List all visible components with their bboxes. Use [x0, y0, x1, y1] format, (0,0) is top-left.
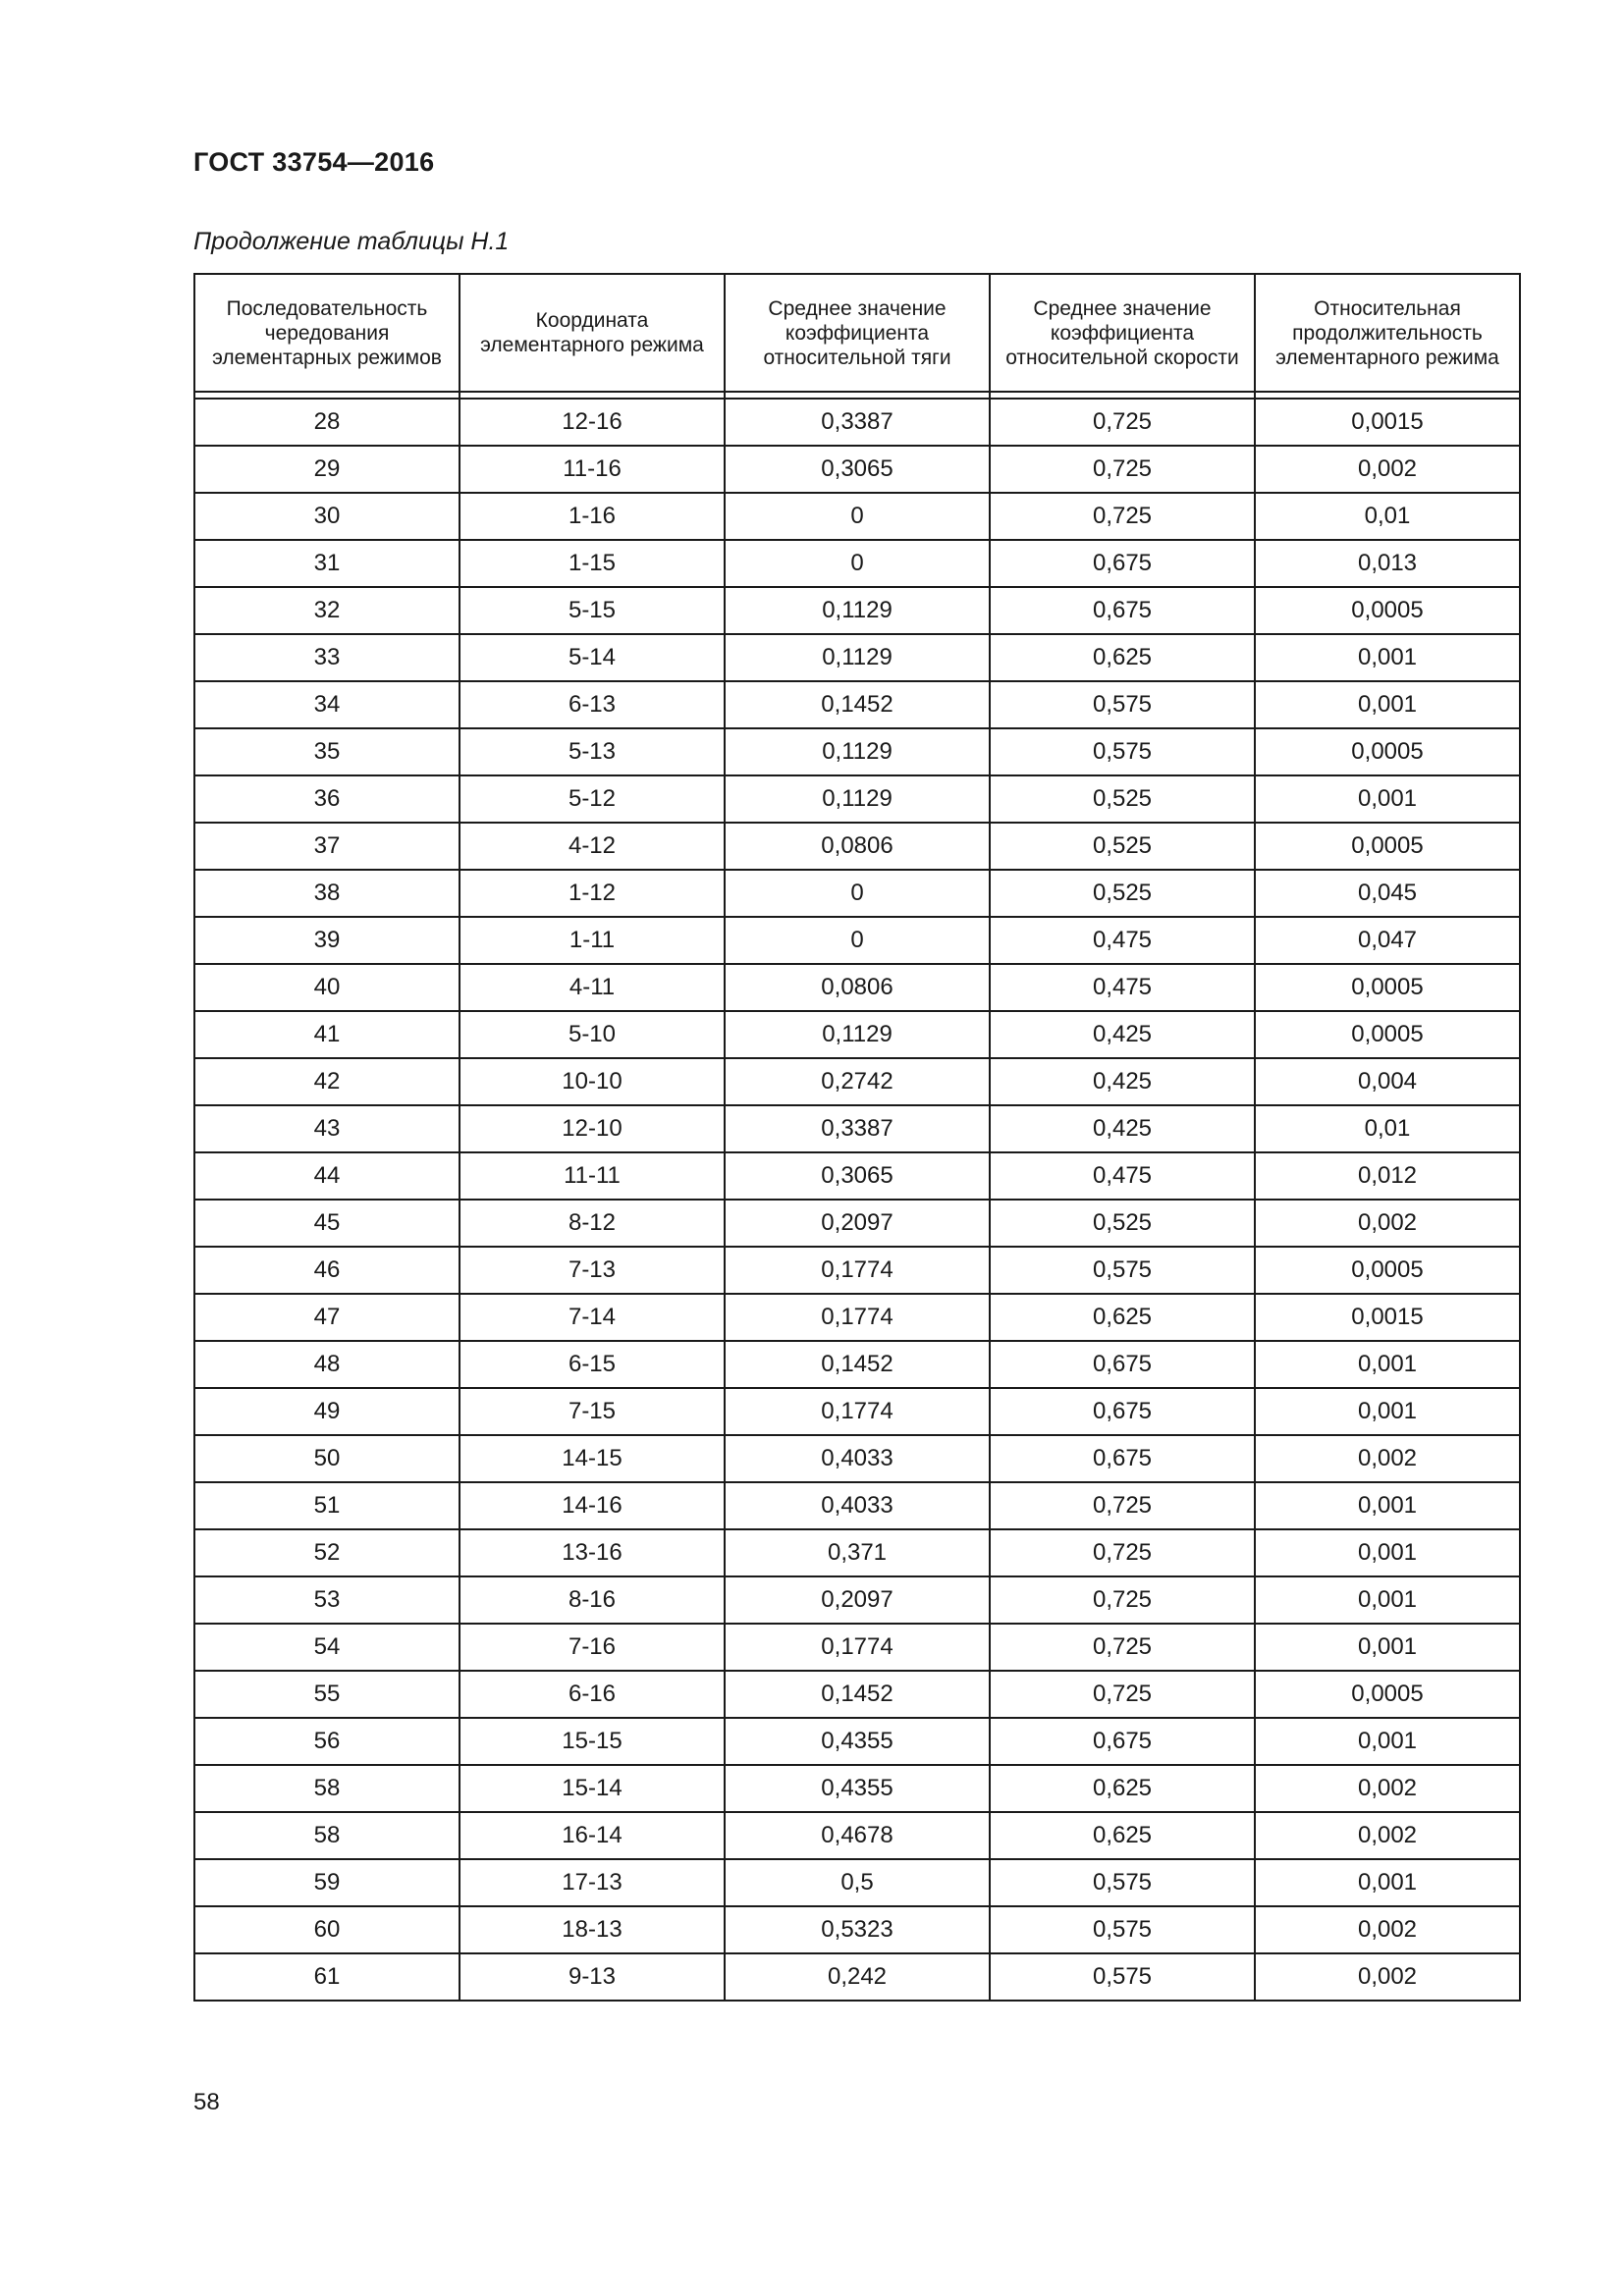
table-row [194, 1105, 1520, 1152]
cell-speed: 0,625 [990, 634, 1255, 681]
cell-sequence: 34 [194, 681, 460, 728]
cell-coordinate: 14-15 [460, 1435, 725, 1482]
cell-thrust: 0 [725, 917, 990, 964]
table-row [194, 1624, 1520, 1671]
cell-coordinate: 5-12 [460, 775, 725, 823]
cell-sequence: 30 [194, 493, 460, 540]
cell-coordinate: 5-14 [460, 634, 725, 681]
cell-duration: 0,001 [1255, 1482, 1520, 1529]
table-header [194, 274, 1520, 399]
cell-duration: 0,002 [1255, 1953, 1520, 2001]
cell-speed: 0,575 [990, 681, 1255, 728]
table-row [194, 964, 1520, 1011]
cell-thrust: 0,3065 [725, 1152, 990, 1200]
cell-speed: 0,725 [990, 1482, 1255, 1529]
column-header-thrust: Среднее значение коэффициента относительной тяги [725, 274, 990, 392]
cell-coordinate: 6-16 [460, 1671, 725, 1718]
cell-speed: 0,675 [990, 1341, 1255, 1388]
cell-sequence: 59 [194, 1859, 460, 1906]
cell-speed: 0,725 [990, 1529, 1255, 1576]
table-row [194, 1671, 1520, 1718]
cell-duration: 0,001 [1255, 775, 1520, 823]
cell-speed: 0,525 [990, 775, 1255, 823]
table-row [194, 1247, 1520, 1294]
cell-thrust: 0,1774 [725, 1388, 990, 1435]
cell-speed: 0,575 [990, 1247, 1255, 1294]
cell-thrust: 0,5 [725, 1859, 990, 1906]
cell-duration: 0,002 [1255, 1200, 1520, 1247]
separator-cell [194, 392, 460, 399]
cell-coordinate: 12-16 [460, 399, 725, 446]
table-row [194, 446, 1520, 493]
cell-duration: 0,001 [1255, 1859, 1520, 1906]
table-row [194, 1435, 1520, 1482]
cell-speed: 0,525 [990, 1200, 1255, 1247]
cell-coordinate: 9-13 [460, 1953, 725, 2001]
table-row [194, 1294, 1520, 1341]
cell-speed: 0,725 [990, 1576, 1255, 1624]
cell-speed: 0,725 [990, 399, 1255, 446]
table-row [194, 1058, 1520, 1105]
table-row [194, 1953, 1520, 2001]
data-table [193, 273, 1521, 2002]
cell-coordinate: 1-11 [460, 917, 725, 964]
cell-thrust: 0,1774 [725, 1247, 990, 1294]
cell-thrust: 0,1452 [725, 681, 990, 728]
document-code: ГОСТ 33754—2016 [193, 147, 435, 177]
cell-speed: 0,575 [990, 1859, 1255, 1906]
cell-speed: 0,475 [990, 1152, 1255, 1200]
cell-thrust: 0,242 [725, 1953, 990, 2001]
header-separator [194, 392, 1520, 399]
cell-duration: 0,01 [1255, 493, 1520, 540]
cell-duration: 0,012 [1255, 1152, 1520, 1200]
cell-speed: 0,725 [990, 493, 1255, 540]
header-row [194, 274, 1520, 392]
cell-thrust: 0,371 [725, 1529, 990, 1576]
column-header-speed: Среднее значение коэффициента относительной скорости [990, 274, 1255, 392]
cell-sequence: 61 [194, 1953, 460, 2001]
cell-coordinate: 10-10 [460, 1058, 725, 1105]
cell-sequence: 32 [194, 587, 460, 634]
cell-speed: 0,725 [990, 446, 1255, 493]
table-row [194, 1576, 1520, 1624]
cell-speed: 0,575 [990, 1906, 1255, 1953]
table-row [194, 1388, 1520, 1435]
separator-cell [460, 392, 725, 399]
cell-duration: 0,001 [1255, 1624, 1520, 1671]
cell-coordinate: 1-15 [460, 540, 725, 587]
table-row [194, 1200, 1520, 1247]
cell-speed: 0,475 [990, 964, 1255, 1011]
table-row [194, 1812, 1520, 1859]
cell-thrust: 0,2742 [725, 1058, 990, 1105]
cell-duration: 0,01 [1255, 1105, 1520, 1152]
cell-speed: 0,675 [990, 1388, 1255, 1435]
cell-thrust: 0,2097 [725, 1576, 990, 1624]
cell-sequence: 48 [194, 1341, 460, 1388]
cell-coordinate: 8-12 [460, 1200, 725, 1247]
cell-thrust: 0,0806 [725, 964, 990, 1011]
cell-duration: 0,047 [1255, 917, 1520, 964]
cell-duration: 0,0005 [1255, 1671, 1520, 1718]
cell-sequence: 45 [194, 1200, 460, 1247]
cell-coordinate: 14-16 [460, 1482, 725, 1529]
cell-thrust: 0,5323 [725, 1906, 990, 1953]
cell-sequence: 29 [194, 446, 460, 493]
cell-sequence: 35 [194, 728, 460, 775]
cell-speed: 0,475 [990, 917, 1255, 964]
cell-speed: 0,425 [990, 1105, 1255, 1152]
cell-thrust: 0 [725, 540, 990, 587]
cell-coordinate: 7-16 [460, 1624, 725, 1671]
cell-coordinate: 11-16 [460, 446, 725, 493]
table-row [194, 540, 1520, 587]
cell-coordinate: 7-13 [460, 1247, 725, 1294]
cell-thrust: 0,4033 [725, 1482, 990, 1529]
cell-sequence: 42 [194, 1058, 460, 1105]
table-body [194, 399, 1520, 2001]
cell-sequence: 60 [194, 1906, 460, 1953]
cell-coordinate: 5-13 [460, 728, 725, 775]
cell-sequence: 52 [194, 1529, 460, 1576]
cell-coordinate: 8-16 [460, 1576, 725, 1624]
cell-duration: 0,001 [1255, 1529, 1520, 1576]
cell-speed: 0,725 [990, 1624, 1255, 1671]
cell-speed: 0,675 [990, 1718, 1255, 1765]
cell-duration: 0,001 [1255, 1388, 1520, 1435]
table-row [194, 917, 1520, 964]
table-row [194, 634, 1520, 681]
table-row [194, 493, 1520, 540]
cell-sequence: 50 [194, 1435, 460, 1482]
cell-thrust: 0,3387 [725, 1105, 990, 1152]
cell-coordinate: 18-13 [460, 1906, 725, 1953]
cell-speed: 0,625 [990, 1765, 1255, 1812]
cell-coordinate: 6-13 [460, 681, 725, 728]
cell-duration: 0,0005 [1255, 1247, 1520, 1294]
cell-speed: 0,425 [990, 1011, 1255, 1058]
cell-sequence: 38 [194, 870, 460, 917]
cell-thrust: 0,2097 [725, 1200, 990, 1247]
table-row [194, 1765, 1520, 1812]
cell-coordinate: 4-11 [460, 964, 725, 1011]
cell-thrust: 0,1129 [725, 728, 990, 775]
cell-thrust: 0,1452 [725, 1671, 990, 1718]
cell-speed: 0,425 [990, 1058, 1255, 1105]
cell-coordinate: 13-16 [460, 1529, 725, 1576]
table-row [194, 1341, 1520, 1388]
cell-duration: 0,001 [1255, 1576, 1520, 1624]
cell-duration: 0,002 [1255, 446, 1520, 493]
cell-thrust: 0,0806 [725, 823, 990, 870]
cell-coordinate: 6-15 [460, 1341, 725, 1388]
table-row [194, 1718, 1520, 1765]
cell-duration: 0,001 [1255, 681, 1520, 728]
table-row [194, 681, 1520, 728]
cell-thrust: 0,4678 [725, 1812, 990, 1859]
cell-duration: 0,002 [1255, 1435, 1520, 1482]
column-header-sequence: Последовательность чередования элементарных режимов [194, 274, 460, 392]
cell-thrust: 0,1774 [725, 1624, 990, 1671]
cell-speed: 0,675 [990, 1435, 1255, 1482]
cell-sequence: 31 [194, 540, 460, 587]
cell-sequence: 43 [194, 1105, 460, 1152]
table-row [194, 1482, 1520, 1529]
table-row [194, 399, 1520, 446]
cell-duration: 0,004 [1255, 1058, 1520, 1105]
column-header-coordinate: Координата элементарного режима [460, 274, 725, 392]
cell-duration: 0,0015 [1255, 399, 1520, 446]
cell-thrust: 0,1129 [725, 1011, 990, 1058]
cell-speed: 0,525 [990, 823, 1255, 870]
cell-coordinate: 1-12 [460, 870, 725, 917]
table-row [194, 823, 1520, 870]
cell-thrust: 0,1452 [725, 1341, 990, 1388]
cell-sequence: 58 [194, 1765, 460, 1812]
cell-coordinate: 7-15 [460, 1388, 725, 1435]
cell-speed: 0,625 [990, 1812, 1255, 1859]
cell-coordinate: 5-10 [460, 1011, 725, 1058]
cell-duration: 0,001 [1255, 1718, 1520, 1765]
cell-speed: 0,725 [990, 1671, 1255, 1718]
cell-sequence: 58 [194, 1812, 460, 1859]
separator-cell [990, 392, 1255, 399]
cell-thrust: 0,1774 [725, 1294, 990, 1341]
cell-speed: 0,675 [990, 587, 1255, 634]
cell-coordinate: 7-14 [460, 1294, 725, 1341]
cell-duration: 0,045 [1255, 870, 1520, 917]
cell-sequence: 44 [194, 1152, 460, 1200]
cell-sequence: 37 [194, 823, 460, 870]
cell-thrust: 0,1129 [725, 587, 990, 634]
separator-cell [725, 392, 990, 399]
cell-duration: 0,002 [1255, 1812, 1520, 1859]
cell-duration: 0,002 [1255, 1906, 1520, 1953]
table-row [194, 587, 1520, 634]
cell-thrust: 0,3387 [725, 399, 990, 446]
cell-sequence: 49 [194, 1388, 460, 1435]
cell-speed: 0,575 [990, 728, 1255, 775]
cell-coordinate: 15-15 [460, 1718, 725, 1765]
cell-sequence: 41 [194, 1011, 460, 1058]
cell-coordinate: 1-16 [460, 493, 725, 540]
cell-coordinate: 5-15 [460, 587, 725, 634]
cell-sequence: 40 [194, 964, 460, 1011]
cell-sequence: 39 [194, 917, 460, 964]
cell-thrust: 0,4355 [725, 1718, 990, 1765]
table-row [194, 775, 1520, 823]
cell-duration: 0,0015 [1255, 1294, 1520, 1341]
cell-sequence: 54 [194, 1624, 460, 1671]
table-row [194, 1859, 1520, 1906]
cell-duration: 0,001 [1255, 1341, 1520, 1388]
cell-speed: 0,675 [990, 540, 1255, 587]
cell-duration: 0,001 [1255, 634, 1520, 681]
table-row [194, 728, 1520, 775]
cell-sequence: 33 [194, 634, 460, 681]
column-header-duration: Относительная продолжительность элементарного режима [1255, 274, 1520, 392]
table-row [194, 1529, 1520, 1576]
cell-duration: 0,0005 [1255, 823, 1520, 870]
table-row [194, 870, 1520, 917]
cell-coordinate: 15-14 [460, 1765, 725, 1812]
cell-coordinate: 17-13 [460, 1859, 725, 1906]
cell-duration: 0,0005 [1255, 728, 1520, 775]
cell-sequence: 46 [194, 1247, 460, 1294]
cell-thrust: 0,4033 [725, 1435, 990, 1482]
cell-thrust: 0,4355 [725, 1765, 990, 1812]
cell-speed: 0,625 [990, 1294, 1255, 1341]
cell-duration: 0,013 [1255, 540, 1520, 587]
cell-coordinate: 4-12 [460, 823, 725, 870]
cell-duration: 0,0005 [1255, 1011, 1520, 1058]
cell-thrust: 0 [725, 870, 990, 917]
cell-coordinate: 16-14 [460, 1812, 725, 1859]
cell-speed: 0,575 [990, 1953, 1255, 2001]
cell-sequence: 36 [194, 775, 460, 823]
table-row [194, 1152, 1520, 1200]
cell-sequence: 53 [194, 1576, 460, 1624]
cell-speed: 0,525 [990, 870, 1255, 917]
separator-cell [1255, 392, 1520, 399]
cell-thrust: 0,1129 [725, 634, 990, 681]
cell-sequence: 47 [194, 1294, 460, 1341]
cell-sequence: 56 [194, 1718, 460, 1765]
table-row [194, 1906, 1520, 1953]
cell-sequence: 28 [194, 399, 460, 446]
cell-sequence: 55 [194, 1671, 460, 1718]
cell-coordinate: 12-10 [460, 1105, 725, 1152]
cell-duration: 0,0005 [1255, 964, 1520, 1011]
table-caption: Продолжение таблицы Н.1 [193, 228, 510, 255]
cell-thrust: 0 [725, 493, 990, 540]
cell-duration: 0,0005 [1255, 587, 1520, 634]
table-row [194, 1011, 1520, 1058]
cell-thrust: 0,1129 [725, 775, 990, 823]
cell-duration: 0,002 [1255, 1765, 1520, 1812]
cell-thrust: 0,3065 [725, 446, 990, 493]
cell-sequence: 51 [194, 1482, 460, 1529]
page-number: 58 [193, 2089, 220, 2115]
cell-coordinate: 11-11 [460, 1152, 725, 1200]
